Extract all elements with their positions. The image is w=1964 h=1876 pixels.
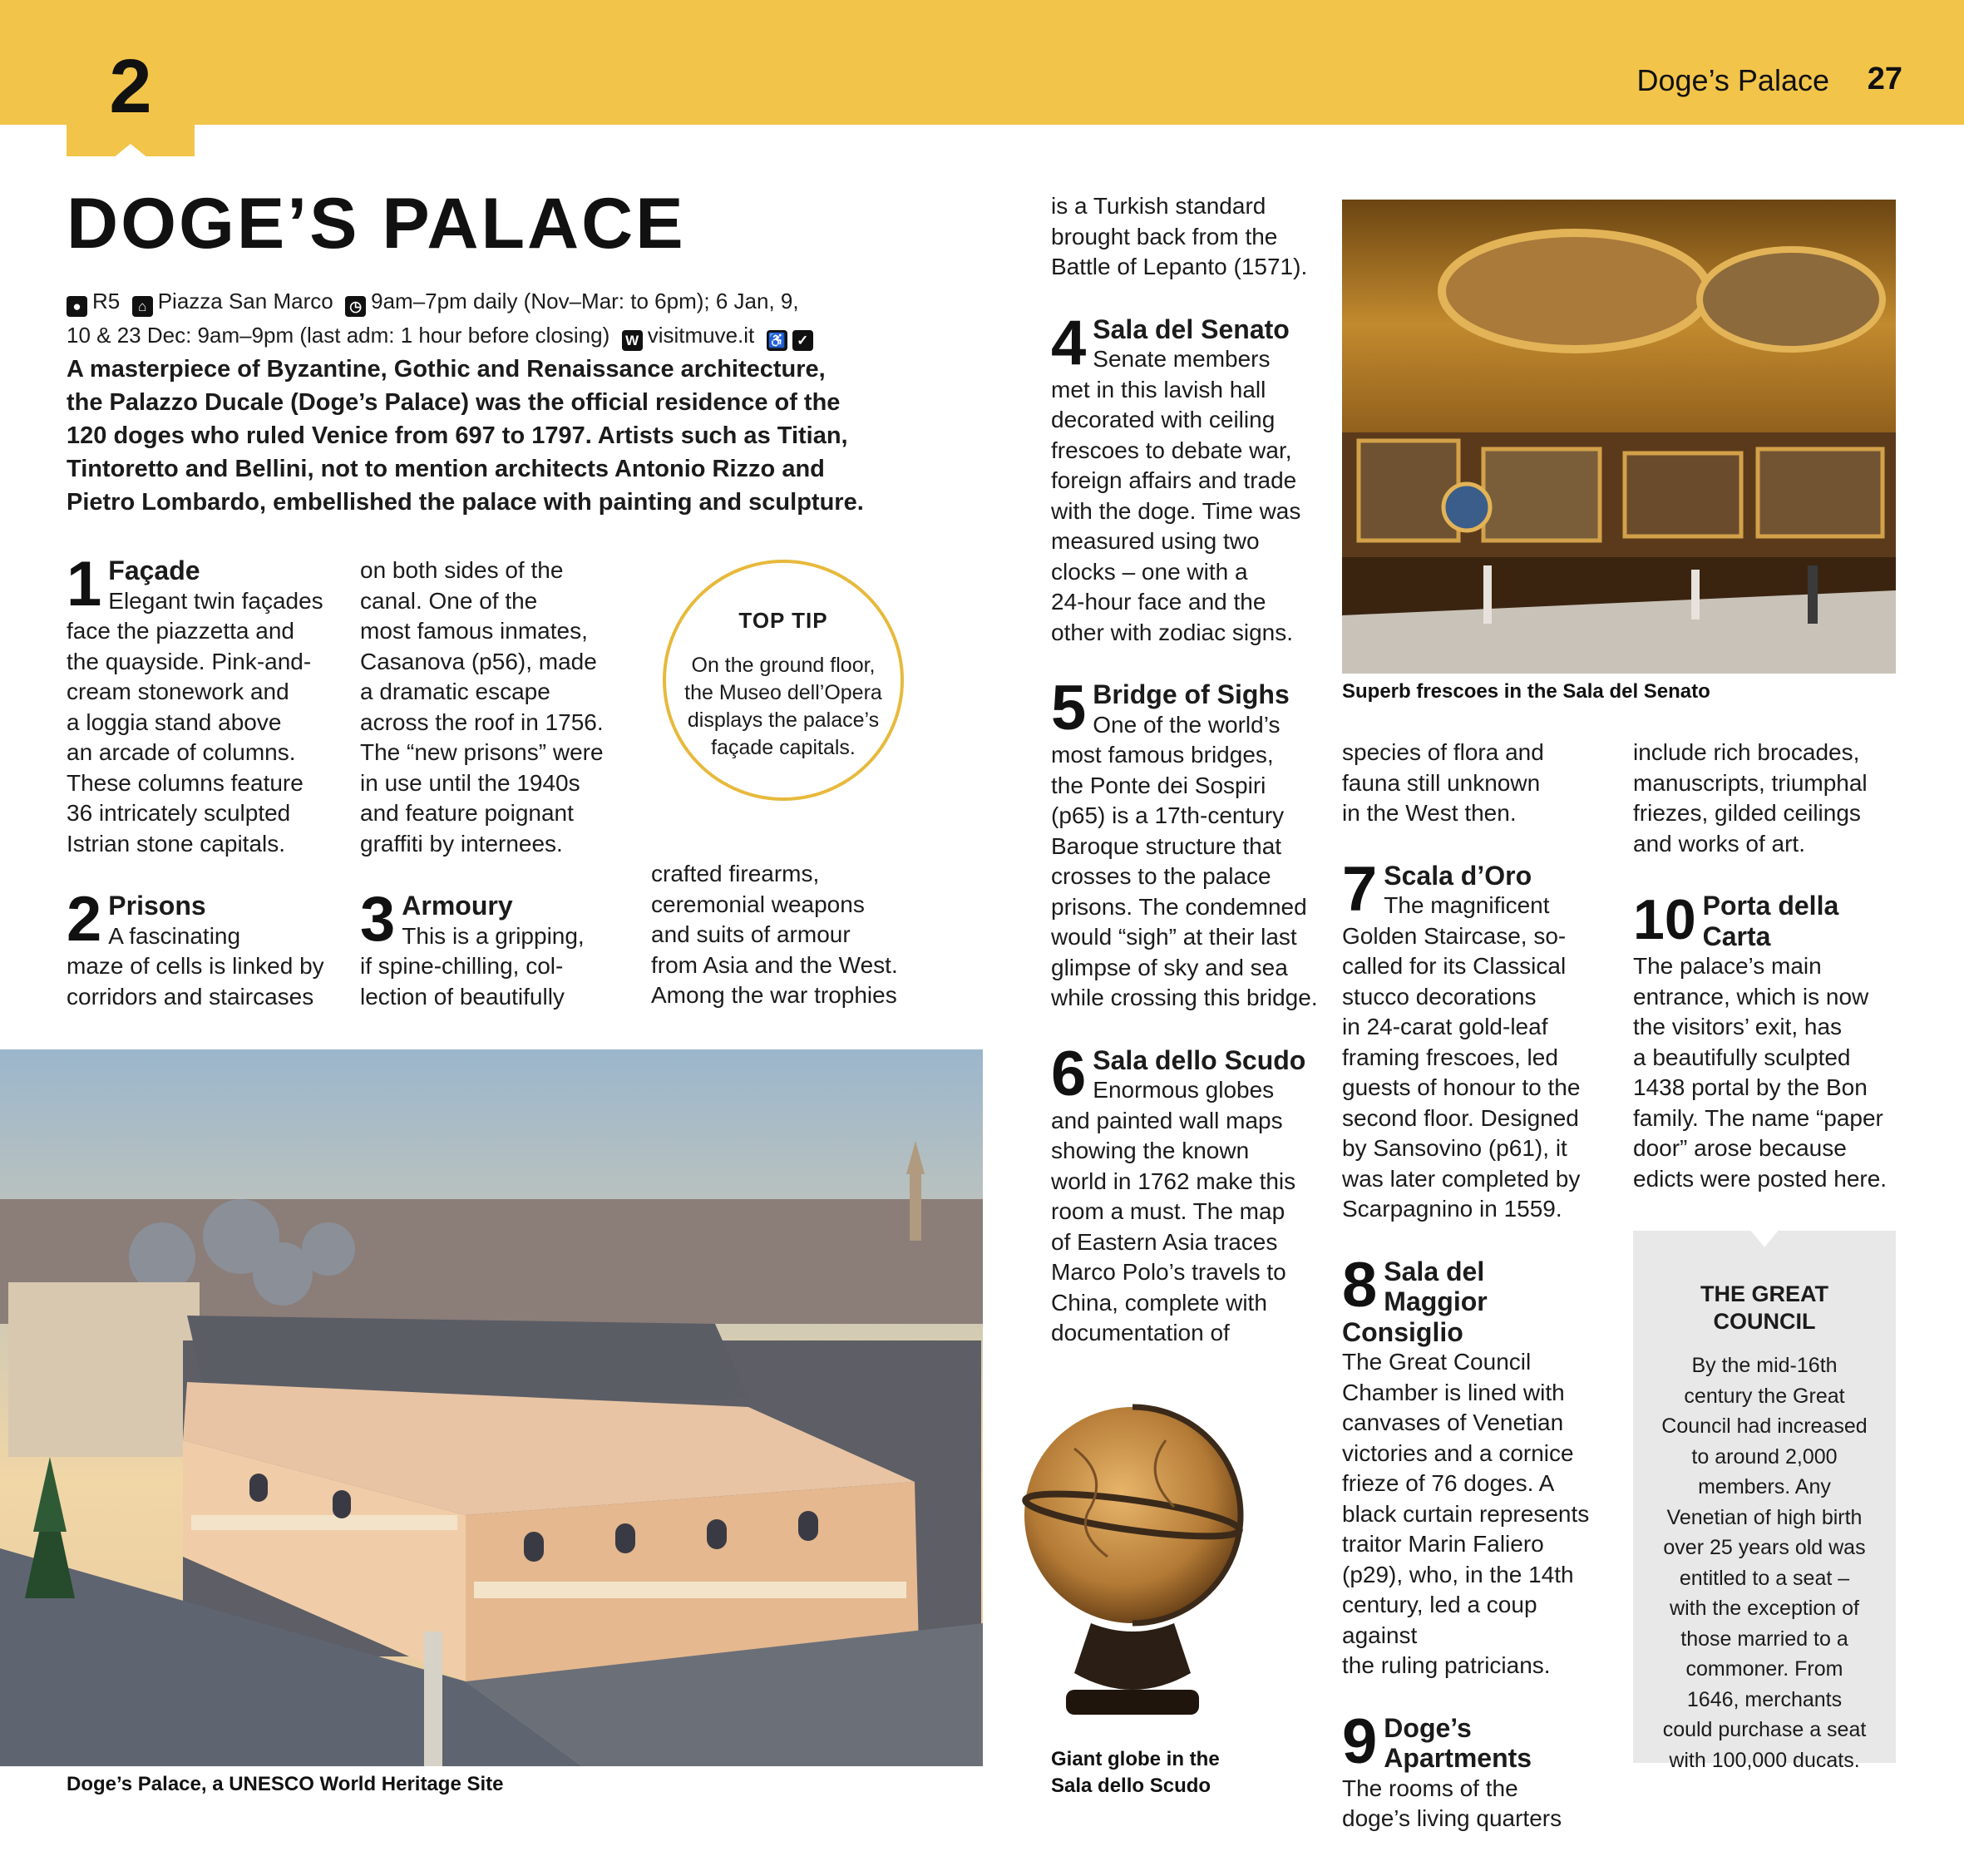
entry-sala-dello-scudo: 6 Sala dello Scudo Enormous globes and painted wall maps showing the known world in 1762 make this room a must. The map of Eastern Asia traces Marco Polo’s travels to China, complete with documentation of bbox=[1051, 1045, 1325, 1349]
entry-facade: 1 Façade Elegant twin façades face the piazzetta and the quayside. Pink-and- cream stonework and a loggia stand above an arcade of columns. These columns feature 36 intricately sculpted Istrian stone capitals. bbox=[67, 555, 333, 859]
great-council-sidebar bbox=[1633, 1231, 1896, 1772]
entry-heading: Armoury bbox=[402, 891, 513, 921]
entry-armoury: 3 Armoury This is a gripping, if spine-chilling, col- lection of beautifully bbox=[360, 891, 626, 1012]
entry-scala-doro: 7 Scala d’Oro The magnificent Golden Staircase, so- called for its Classical stucco decorations in 24-carat gold-leaf framing frescoes, led guests of honour to the second floor. Designed by Sansovino (p61), it was later completed by Scarpagnino in 1559. bbox=[1342, 861, 1616, 1225]
header-bar bbox=[0, 0, 1964, 129]
top-tip-text: On the ground floor, the Museo dell’Opera displays the palace’s façade capitals. bbox=[684, 654, 882, 759]
entry-sala-del-senato: 4 Sala del Senato Senate members met in this lavish hall decorated with ceiling frescoes to debate war, foreign affairs and trade with the doge. Time was measured using two clocks – one with a 24-hour face and the other with zodiac signs. bbox=[1051, 314, 1325, 649]
clock-icon: ◷ bbox=[345, 296, 366, 317]
map-ref: R5 bbox=[92, 289, 121, 313]
entry-heading: Sala del Senato bbox=[1093, 313, 1290, 344]
palace-illustration bbox=[0, 1049, 983, 1766]
caption-globe: Giant globe in the Sala dello Scudo bbox=[1051, 1748, 1220, 1797]
senato-illustration bbox=[1342, 200, 1896, 674]
continued-text: species of flora and fauna still unknown in the West then. bbox=[1342, 739, 1544, 826]
entry-porta-della-carta: 10 Porta della Carta The palace’s main entrance, which is now the visitors’ exit, has a beautifully sculpted 1438 portal by the Bon family. The name “paper door” arose because edicts were posted here. bbox=[1633, 888, 1888, 1192]
continued-text: include rich brocades, manuscripts, triumphal friezes, gilded ceilings and works of art. bbox=[1633, 739, 1868, 857]
web-icon: W bbox=[622, 330, 643, 351]
chapter-number: 2 bbox=[109, 44, 152, 129]
entry-heading: Bridge of Sighs bbox=[1093, 679, 1290, 709]
column-3: crafted firearms, ceremonial weapons and suits of armour from Asia and the West. Among the war trophies bbox=[651, 861, 898, 1008]
info-line-2 bbox=[67, 318, 898, 353]
shop-icon: ✓ bbox=[792, 330, 813, 351]
entry-heading: Façade bbox=[108, 555, 200, 585]
continued-text: is a Turkish standard brought back from the Battle of Lepanto (1571). bbox=[1051, 193, 1308, 279]
globe-photo bbox=[1016, 1374, 1249, 1731]
entry-sala-del-maggior-consiglio: 8 Sala del Maggior Consiglio The Great Council Chamber is lined with canvases of Venetian victories and a cornice frieze of 76 doges. A black curtain represents traitor Marin Faliero (p29), who, in the 14th century, led a coup against the ruling patricians. bbox=[1342, 1249, 1590, 1678]
home-icon: ⌂ bbox=[132, 296, 153, 317]
map-pin-icon: ● bbox=[67, 296, 87, 317]
top-tip-circle bbox=[663, 560, 904, 801]
running-title: Doge’s Palace bbox=[1636, 63, 1829, 97]
doges-palace-photo bbox=[0, 1049, 983, 1766]
entry-heading: Prisons bbox=[108, 891, 206, 921]
top-tip-label: TOP TIP bbox=[738, 608, 828, 633]
column-2 bbox=[360, 555, 626, 1012]
entry-heading: Scala d’Oro bbox=[1384, 860, 1532, 891]
sidebar-title: THE GREAT COUNCIL bbox=[1700, 1281, 1828, 1334]
sidebar-notch bbox=[1749, 1229, 1779, 1247]
globe-illustration bbox=[1016, 1374, 1249, 1731]
intro-paragraph: A masterpiece of Byzantine, Gothic and Renaissance architecture, the Palazzo Ducale (Doge’s Palace) was the official residence of the 120 doges who ruled Venice from 697 to 1797. Artists such as Titian, Tintoretto and Bellini, not to mention architects Antonio Rizzo and Pietro Lombardo, embellished the palace with painting and sculpture. bbox=[67, 356, 864, 516]
caption-senato: Superb frescoes in the Sala del Senato bbox=[1342, 680, 1710, 703]
entry-prisons: 2 Prisons A fascinating maze of cells is linked by corridors and staircases bbox=[67, 891, 333, 1012]
continued-text: on both sides of the canal. One of the most famous inmates, Casanova (p56), made a dramatic escape across the roof in 1756. The “new prisons” were in use until the 1940s and feature poignant graffiti by internees. bbox=[360, 557, 604, 857]
website-link[interactable]: visitmuve.it bbox=[647, 323, 755, 348]
column-1 bbox=[67, 549, 333, 1012]
column-5 bbox=[1342, 738, 1616, 1834]
sala-del-senato-photo bbox=[1342, 200, 1896, 674]
info-block bbox=[67, 284, 898, 353]
caption-palace: Doge’s Palace, a UNESCO World Heritage Site bbox=[67, 1773, 504, 1795]
entry-doges-apartments: 9 Doge’s Apartments The rooms of the doge’s living quarters bbox=[1342, 1706, 1562, 1831]
page-title: DOGE’S PALACE bbox=[67, 184, 686, 264]
entry-bridge-of-sighs: 5 Bridge of Sighs One of the world’s most famous bridges, the Ponte dei Sospiri (p65) is a 17th-century Baroque structure that crosses to the palace prisons. The condemned would “sigh” at their last glimpse of sky and sea while crossing this bridge. bbox=[1051, 679, 1325, 1014]
info-line-1 bbox=[67, 284, 898, 318]
column-4 bbox=[1051, 191, 1325, 1349]
address: Piazza San Marco bbox=[157, 289, 333, 313]
page-number: 27 bbox=[1867, 62, 1902, 96]
hours-line-2: 10 & 23 Dec: 9am–9pm (last adm: 1 hour before closing) bbox=[67, 323, 610, 348]
sidebar-text: By the mid-16th century the Great Council had increased to around 2,000 members. Any Venetian of high birth over 25 years old was entitled to a seat – with the exception of those married to a commoner. From 1646, merchants could purchase a seat with 100,000 ducats. bbox=[1661, 1354, 1868, 1772]
hours-line-1: 9am–7pm daily (Nov–Mar: to 6pm); 6 Jan, 9, bbox=[371, 289, 799, 313]
column-6 bbox=[1633, 738, 1899, 1194]
wheelchair-icon: ♿ bbox=[767, 330, 787, 351]
entry-heading: Sala dello Scudo bbox=[1093, 1044, 1306, 1075]
